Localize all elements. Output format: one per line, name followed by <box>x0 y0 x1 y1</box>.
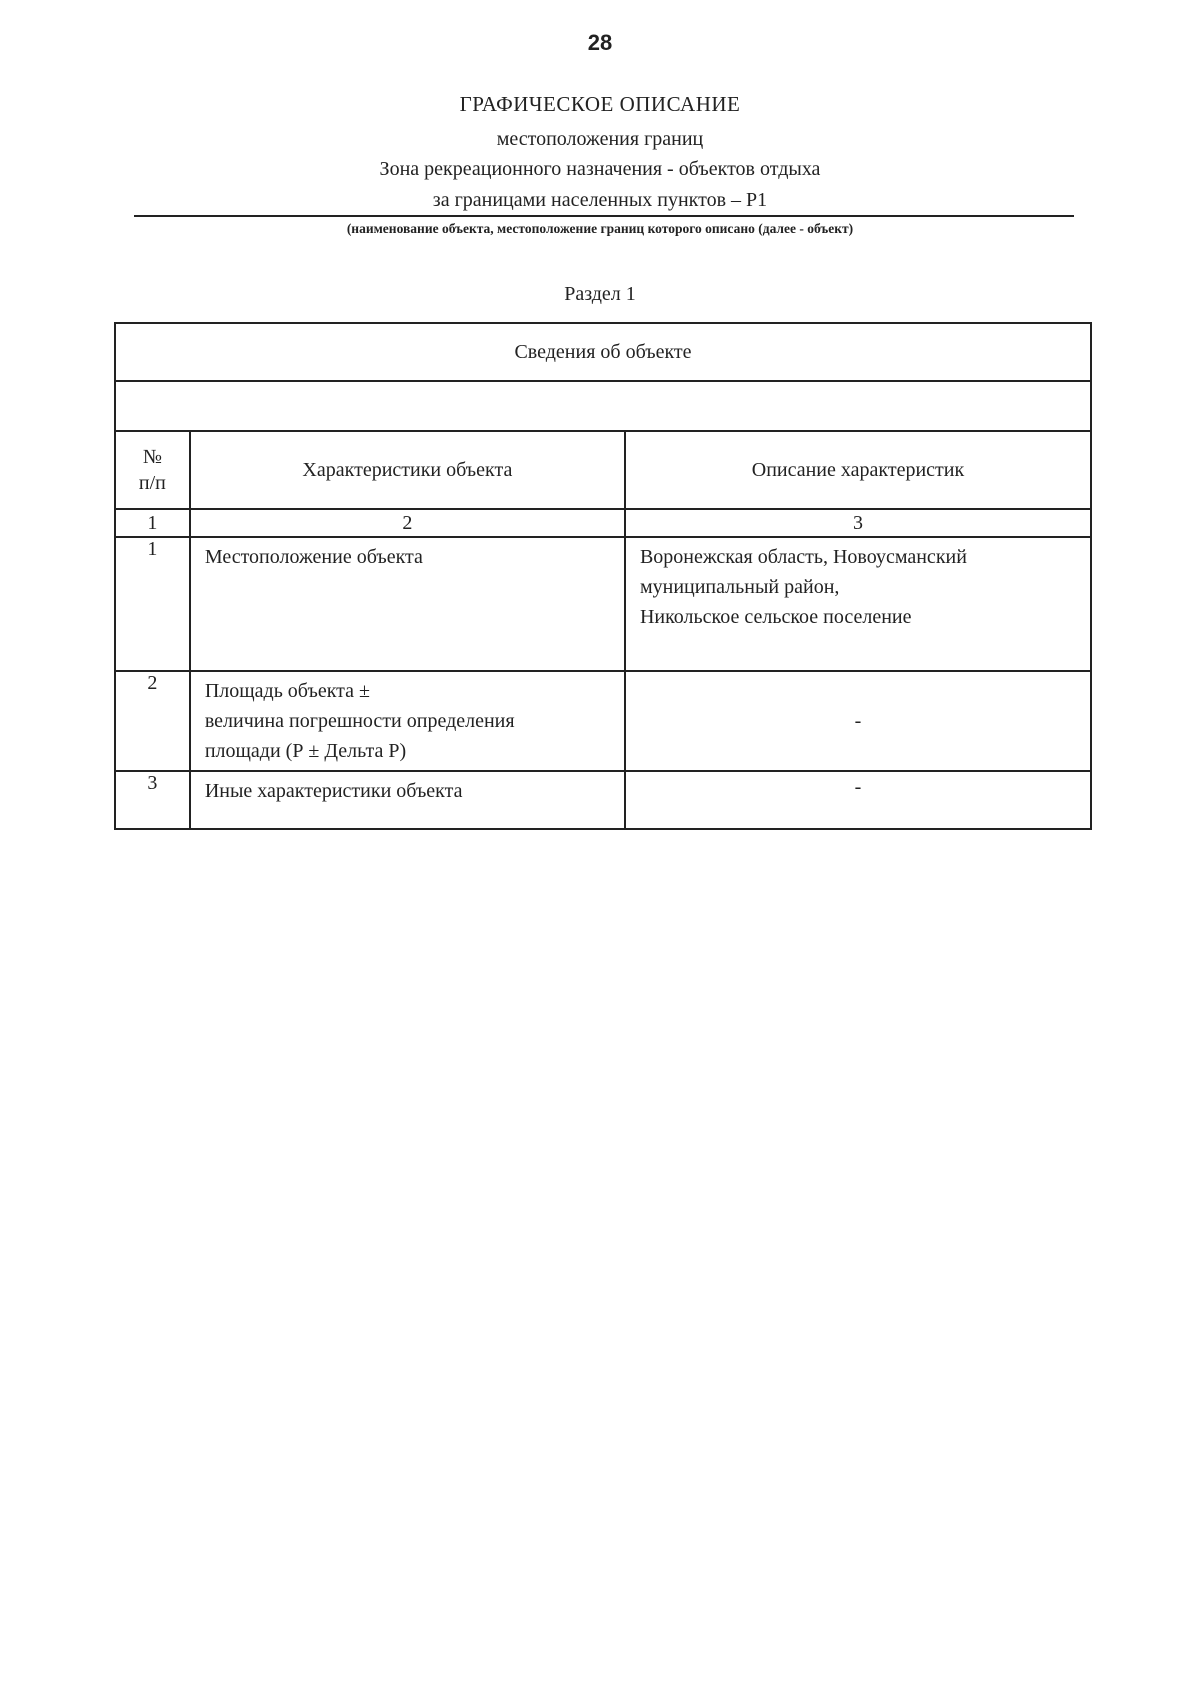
table-title: Сведения об объекте <box>115 323 1091 381</box>
row-number: 3 <box>115 771 190 829</box>
table-header-row <box>115 431 1091 509</box>
subtitle-line-1: местоположения границ <box>496 128 704 150</box>
column-number: 3 <box>625 509 1091 537</box>
row-characteristic: Иные характеристики объекта <box>204 780 463 802</box>
document-title: ГРАФИЧЕСКОЕ ОПИСАНИЕ <box>459 92 741 116</box>
object-name-caption: (наименование объекта, местоположение границ которого описано (далее - объект) <box>346 221 854 236</box>
column-header-description: Описание характеристик <box>625 431 1091 509</box>
column-number: 2 <box>190 509 625 537</box>
subtitle-line-3: за границами населенных пунктов – Р1 <box>432 189 768 211</box>
column-header-characteristics: Характеристики объекта <box>190 431 625 509</box>
row-description: Воронежская область, Новоусманский муниципальный район, Никольское сельское поселение <box>639 546 967 628</box>
column-number-row <box>115 509 1091 537</box>
table-empty-row <box>115 381 1091 431</box>
table-row <box>115 537 1091 671</box>
row-description: - <box>625 671 1091 771</box>
object-info-table <box>114 322 1092 830</box>
row-description: - <box>625 771 1091 829</box>
empty-cell <box>115 381 1091 431</box>
table-row <box>115 671 1091 771</box>
table-title-row <box>115 323 1091 381</box>
section-label: Раздел 1 <box>564 283 636 305</box>
column-number: 1 <box>115 509 190 537</box>
row-number: 1 <box>115 537 190 671</box>
row-characteristic: Местоположение объекта <box>204 546 423 568</box>
subtitle-line-2: Зона рекреационного назначения - объектов отдыха <box>379 158 821 180</box>
table-row <box>115 771 1091 829</box>
page-number: 28 <box>587 30 613 55</box>
column-header-number: № п/п <box>115 431 190 509</box>
row-characteristic: Площадь объекта ± величина погрешности определения площади (Р ± Дельта Р) <box>204 680 515 762</box>
row-number: 2 <box>115 671 190 771</box>
title-underline <box>134 215 1074 217</box>
